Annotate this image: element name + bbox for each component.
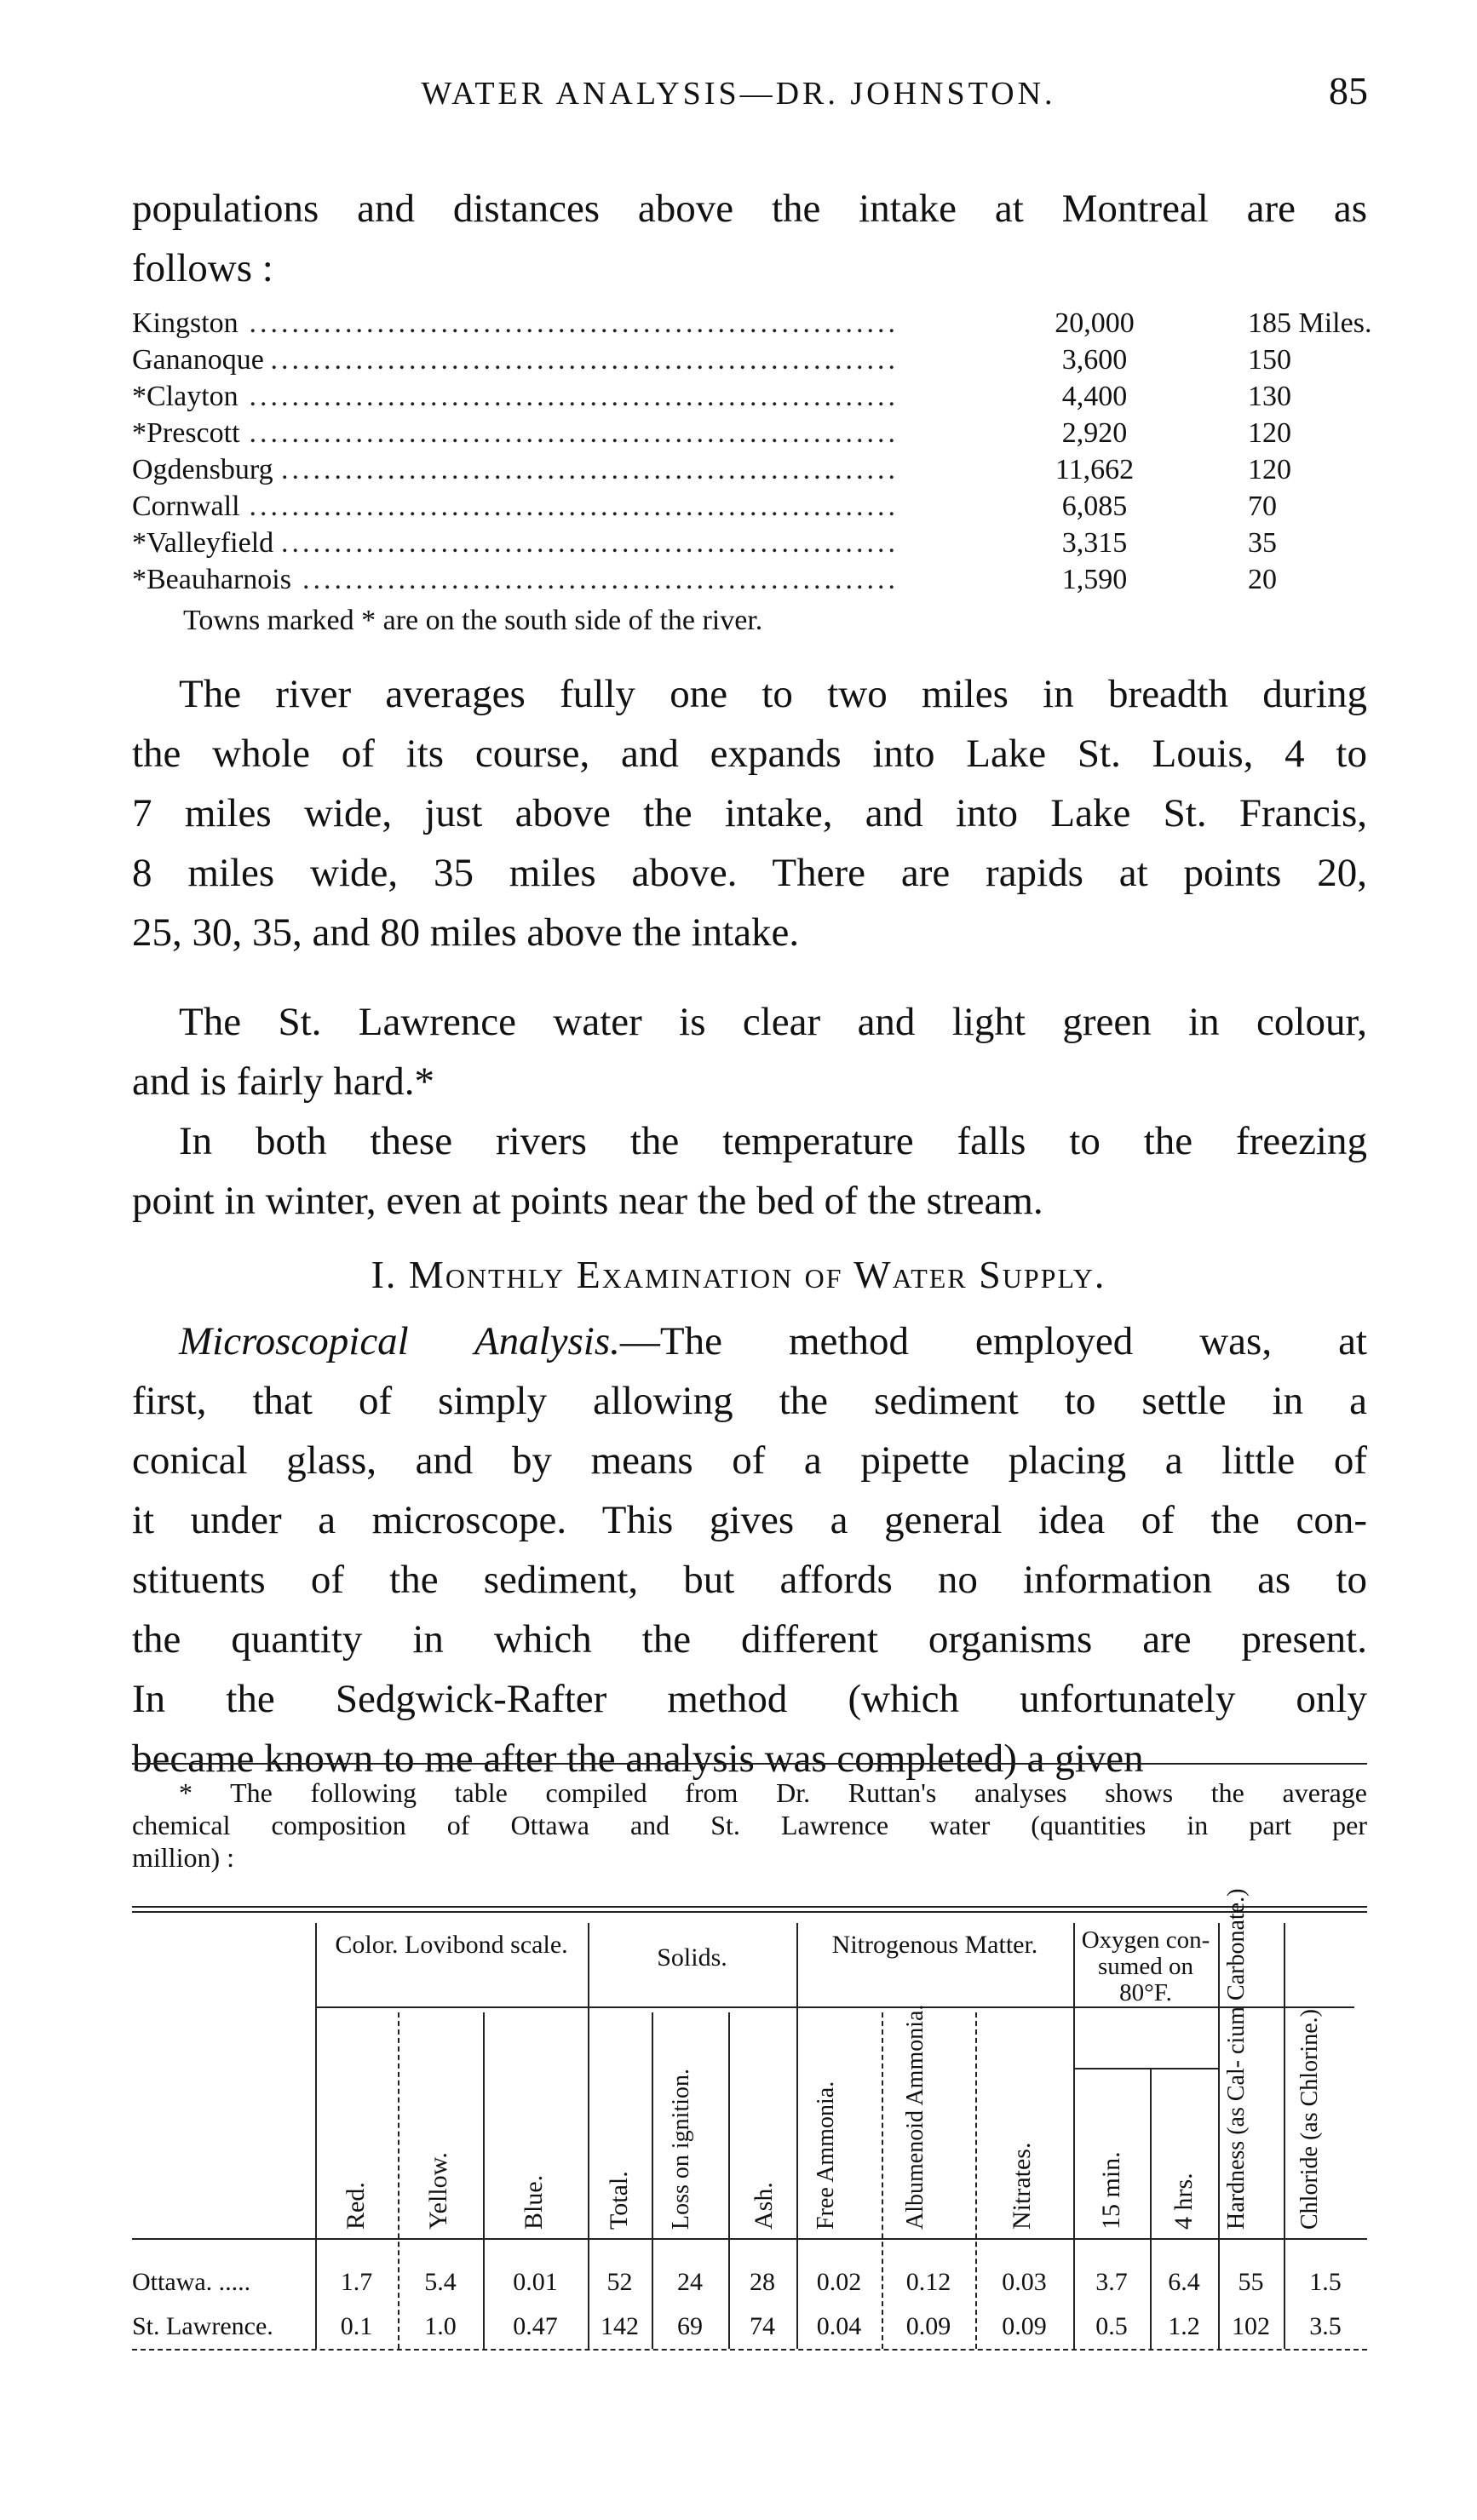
- table-cell: 24: [677, 2268, 703, 2296]
- text-line: first, that of simply allowing the sediment to settle in a: [132, 1379, 1367, 1423]
- town-distance: 70: [1248, 491, 1277, 522]
- col-header-red: Red.: [342, 2182, 370, 2230]
- col-header-loss-on-ignition: Loss on ignition.: [668, 2068, 694, 2230]
- text-line: 7 miles wide, just above the intake, and into Lake St. Francis,: [132, 791, 1367, 835]
- footnote-line: chemical composition of Ottawa and St. Lawrence water (quantities in part per: [132, 1810, 1367, 1840]
- town-distance: 130: [1248, 381, 1291, 412]
- town-name: *Prescott: [132, 417, 247, 449]
- town-distance: 120: [1248, 454, 1291, 485]
- table-cell: 0.03: [1002, 2268, 1047, 2296]
- microscopical-paragraph: [132, 1312, 1367, 1788]
- town-row: [132, 561, 1367, 598]
- group-header-nitrogenous: Nitrogenous Matter.: [831, 1931, 1038, 1959]
- col-header-hardness: Hardness (as Cal- cium Carbonate.): [1223, 1888, 1250, 2230]
- town-population: 20,000: [1055, 307, 1135, 339]
- col-header-15-min: 15 min.: [1097, 2151, 1125, 2230]
- table-cell: 0.1: [340, 2312, 373, 2340]
- town-distance: 35: [1248, 527, 1277, 559]
- text-line: the whole of its course, and expands into Lake St. Louis, 4 to: [132, 732, 1367, 776]
- town-distance: 150: [1248, 344, 1291, 376]
- town-population: 4,400: [1061, 381, 1128, 412]
- table-cell: 0.47: [513, 2312, 558, 2340]
- town-distance: 120: [1248, 417, 1291, 449]
- town-distance: 20: [1248, 564, 1277, 595]
- towns-note: Towns marked * are on the south side of the river.: [183, 605, 763, 636]
- table-cell: 1.5: [1309, 2268, 1342, 2296]
- text-run: —The method employed was, at: [619, 1319, 1367, 1363]
- table-cell: 6.4: [1168, 2268, 1200, 2296]
- town-population: 11,662: [1055, 454, 1135, 485]
- text-line: conical glass, and by means of a pipette placing a little of: [132, 1438, 1367, 1483]
- town-row: [132, 342, 1367, 378]
- table-cell: 0.5: [1095, 2312, 1128, 2340]
- text-line: stituents of the sediment, but affords no information as to: [132, 1558, 1367, 1602]
- footnote-rule: [132, 1763, 1367, 1765]
- town-distance: 185 Miles.: [1248, 307, 1372, 339]
- run-in-heading: Microscopical Analysis.: [179, 1319, 620, 1363]
- col-header-chloride: Chloride (as Chlorine.): [1296, 2009, 1323, 2230]
- town-row: [132, 525, 1367, 561]
- col-header-total: Total.: [605, 2171, 633, 2230]
- col-header-yellow: Yellow.: [424, 2152, 452, 2230]
- text-line: and is fairly hard.*: [132, 1059, 435, 1104]
- table-cell: 74: [750, 2312, 775, 2340]
- town-row: [132, 488, 1367, 525]
- river-paragraph: [132, 664, 1367, 962]
- col-header-ash: Ash.: [750, 2182, 778, 2230]
- text-line: follows :: [132, 246, 273, 290]
- table-cell: 3.5: [1309, 2312, 1342, 2340]
- intro-paragraph: [132, 179, 1367, 298]
- group-header-solids: Solids.: [657, 1943, 727, 1972]
- table-cell: 69: [677, 2312, 703, 2340]
- table-cell: 102: [1232, 2312, 1270, 2340]
- town-population: 6,085: [1061, 491, 1128, 522]
- towns-table: [132, 305, 1372, 598]
- town-population: 3,600: [1061, 344, 1128, 376]
- col-header-albumenoid-ammonia: Albumenoid Ammonia.: [902, 2004, 928, 2230]
- text-line: became known to me after the analysis was completed) a given: [132, 1736, 1144, 1781]
- table-cell: 0.12: [905, 2268, 951, 2296]
- text-line: 8 miles wide, 35 miles above. There are rapids at points 20,: [132, 851, 1367, 895]
- analysis-table: [132, 1888, 1367, 2349]
- table-cell: 52: [606, 2268, 633, 2296]
- town-name: Cornwall: [132, 491, 247, 522]
- text-line: 25, 30, 35, and 80 miles above the intake.: [132, 910, 800, 955]
- town-row: [132, 305, 1372, 342]
- col-header-blue: Blue.: [520, 2174, 548, 2230]
- page-number: 85: [1329, 69, 1368, 112]
- col-header-4-hrs: 4 hrs.: [1170, 2173, 1198, 2230]
- footnote: [132, 1777, 1367, 1874]
- table-cell: 55: [1238, 2268, 1264, 2296]
- town-population: 2,920: [1061, 417, 1128, 449]
- town-row: [132, 378, 1367, 415]
- table-cell: 3.7: [1095, 2268, 1128, 2296]
- table-cell: 0.09: [1002, 2312, 1047, 2340]
- table-cell: 142: [601, 2312, 639, 2340]
- table-cell: 0.02: [816, 2268, 862, 2296]
- table-cell: 1.0: [424, 2312, 457, 2340]
- text-line: [132, 1312, 1367, 1371]
- town-name: Kingston: [132, 307, 245, 339]
- text-line: In the Sedgwick-Rafter method (which unfortunately only: [132, 1677, 1367, 1721]
- town-name: *Clayton: [132, 381, 245, 412]
- table-cell: 28: [750, 2268, 775, 2296]
- col-header-nitrates: Nitrates.: [1008, 2142, 1036, 2230]
- footnote-line: * The following table compiled from Dr. Ruttan's analyses shows the average: [179, 1777, 1367, 1808]
- footnote-line: million) :: [132, 1842, 234, 1873]
- text-line: The St. Lawrence water is clear and light green in colour,: [179, 1000, 1367, 1044]
- section-heading: I. Monthly Examination of Water Supply.: [371, 1253, 1106, 1296]
- group-header-color: Color. Lovibond scale.: [335, 1931, 568, 1959]
- text-line: the quantity in which the different organisms are present.: [132, 1617, 1367, 1662]
- text-line: In both these rivers the temperature falls to the freezing: [179, 1119, 1367, 1163]
- running-head: WATER ANALYSIS—DR. JOHNSTON.: [421, 76, 1056, 112]
- table-cell: 5.4: [424, 2268, 457, 2296]
- row-label-ottawa: Ottawa. .....: [132, 2268, 251, 2296]
- text-line: populations and distances above the intake at Montreal are as: [132, 187, 1367, 231]
- town-row: [132, 415, 1367, 451]
- table-cell: 1.7: [340, 2268, 373, 2296]
- town-name: Gananoque: [132, 344, 271, 376]
- row-label-st-lawrence: St. Lawrence.: [132, 2312, 273, 2340]
- col-header-free-ammonia: Free Ammonia.: [813, 2081, 839, 2230]
- town-name: *Valleyfield: [132, 527, 280, 559]
- water-paragraph: [132, 992, 1367, 1111]
- town-population: 3,315: [1061, 527, 1128, 559]
- text-line: point in winter, even at points near the bed of the stream.: [132, 1179, 1043, 1223]
- table-cell: 1.2: [1168, 2312, 1200, 2340]
- group-header-oxygen: Oxygen con- sumed on 80°F.: [1081, 1926, 1210, 2006]
- town-row: [132, 451, 1367, 488]
- temperature-paragraph: [132, 1111, 1367, 1231]
- town-name: *Beauharnois: [132, 564, 298, 595]
- table-cell: 0.04: [816, 2312, 862, 2340]
- table-cell: 0.09: [905, 2312, 951, 2340]
- table-cell: 0.01: [513, 2268, 558, 2296]
- town-population: 1,590: [1061, 564, 1128, 595]
- text-line: The river averages fully one to two miles in breadth during: [179, 672, 1367, 716]
- text-line: it under a microscope. This gives a general idea of the con-: [132, 1498, 1367, 1542]
- town-name: Ogdensburg: [132, 454, 280, 485]
